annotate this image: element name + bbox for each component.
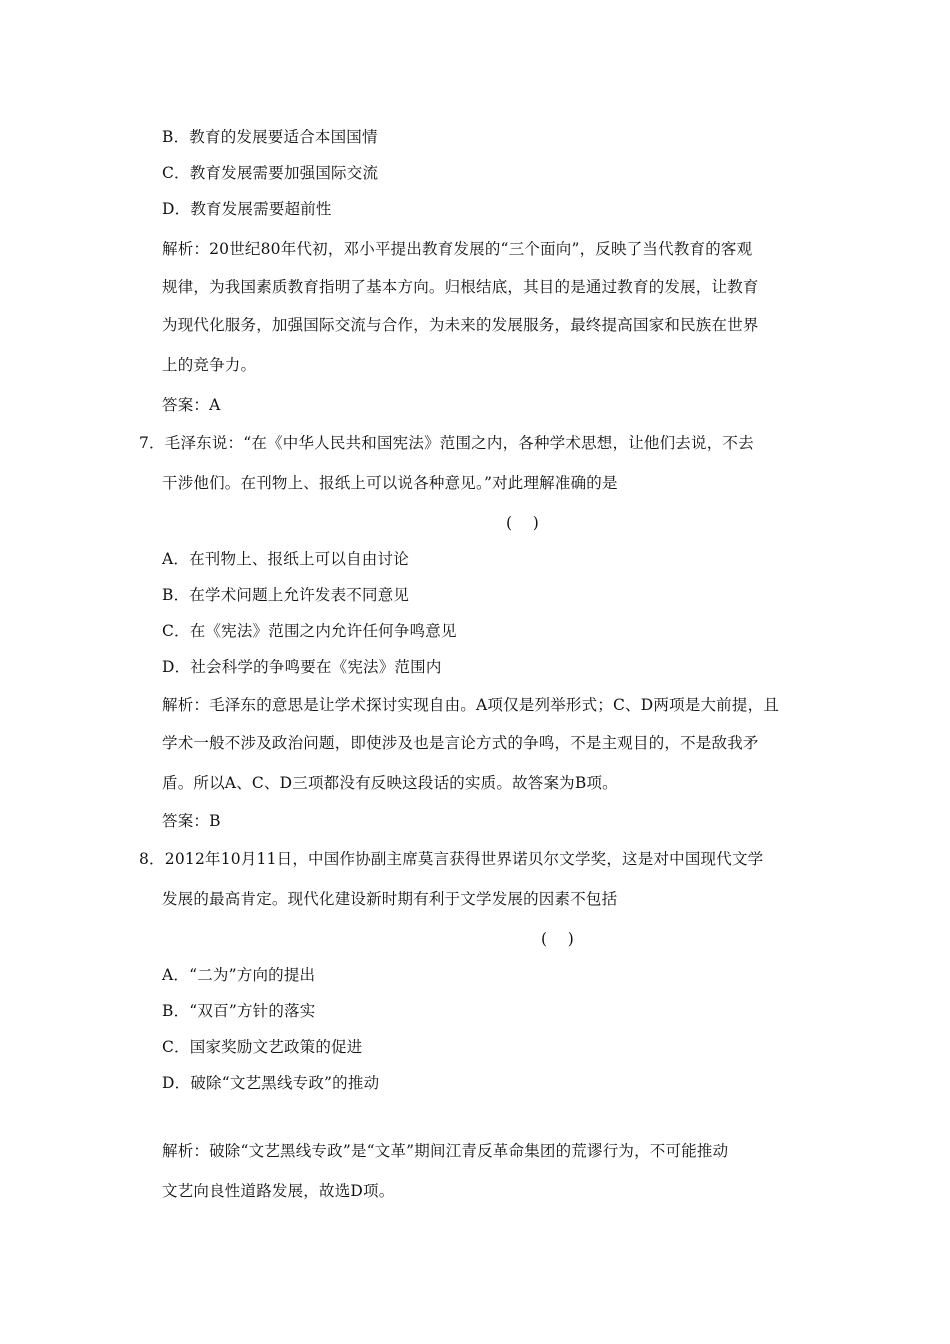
q6-option-d: D．教育发展需要超前性 <box>162 200 332 218</box>
q8-analysis-line-1: 解析：破除“文艺黑线专政”是“文革”期间江青反革命集团的荒谬行为，不可能推动 <box>162 1142 729 1160</box>
q6-analysis-line-2: 规律，为我国素质教育指明了基本方向。归根结底，其目的是通过教育的发展，让教育 <box>162 278 759 296</box>
q7-option-c: C．在《宪法》范围之内允许任何争鸣意见 <box>162 622 457 640</box>
q6-answer: 答案：A <box>162 396 221 414</box>
q7-analysis-line-2: 学术一般不涉及政治问题，即使涉及也是言论方式的争鸣，不是主观目的，不是敌我矛 <box>162 734 759 752</box>
q7-option-a: A．在刊物上、报纸上可以自由讨论 <box>162 550 409 568</box>
q8-option-b: B．“双百”方针的落实 <box>162 1002 316 1020</box>
q7-analysis-line-1: 解析：毛泽东的意思是让学术探讨实现自由。A项仅是列举形式；C、D两项是大前提，且 <box>162 696 779 714</box>
q8-answer-blank: ( ) <box>541 930 575 948</box>
q8-option-a: A．“二为”方向的提出 <box>162 966 316 984</box>
q7-stem-line-2: 干涉他们。在刊物上、报纸上可以说各种意见。”对此理解准确的是 <box>162 474 618 492</box>
q6-option-b: B．教育的发展要适合本国国情 <box>162 128 378 146</box>
q7-option-d: D．社会科学的争鸣要在《宪法》范围内 <box>162 658 442 676</box>
q6-analysis-line-3: 为现代化服务，加强国际交流与合作，为未来的发展服务，最终提高国家和民族在世界 <box>162 316 759 334</box>
q8-stem-line-1: 8．2012年10月11日，中国作协副主席莫言获得世界诺贝尔文学奖，这是对中国现代文学 <box>139 850 764 868</box>
q6-analysis-line-1: 解析：20世纪80年代初，邓小平提出教育发展的“三个面向”，反映了当代教育的客观 <box>162 240 753 258</box>
q7-option-b: B．在学术问题上允许发表不同意见 <box>162 586 410 604</box>
q8-analysis-line-2: 文艺向良性道路发展，故选D项。 <box>162 1182 395 1200</box>
q6-option-c: C．教育发展需要加强国际交流 <box>162 164 379 182</box>
q7-analysis-line-3: 盾。所以A、C、D三项都没有反映这段话的实质。故答案为B项。 <box>162 774 618 792</box>
q7-answer-blank: ( ) <box>506 514 540 532</box>
q8-stem-line-2: 发展的最高肯定。现代化建设新时期有利于文学发展的因素不包括 <box>162 890 618 908</box>
q7-answer: 答案：B <box>162 812 221 830</box>
q7-stem-line-1: 7．毛泽东说：“在《中华人民共和国宪法》范围之内，各种学术思想，让他们去说，不去 <box>139 434 754 452</box>
q6-analysis-line-4: 上的竞争力。 <box>162 356 257 374</box>
q8-option-c: C．国家奖励文艺政策的促进 <box>162 1038 363 1056</box>
q8-option-d: D．破除“文艺黑线专政”的推动 <box>162 1074 380 1092</box>
